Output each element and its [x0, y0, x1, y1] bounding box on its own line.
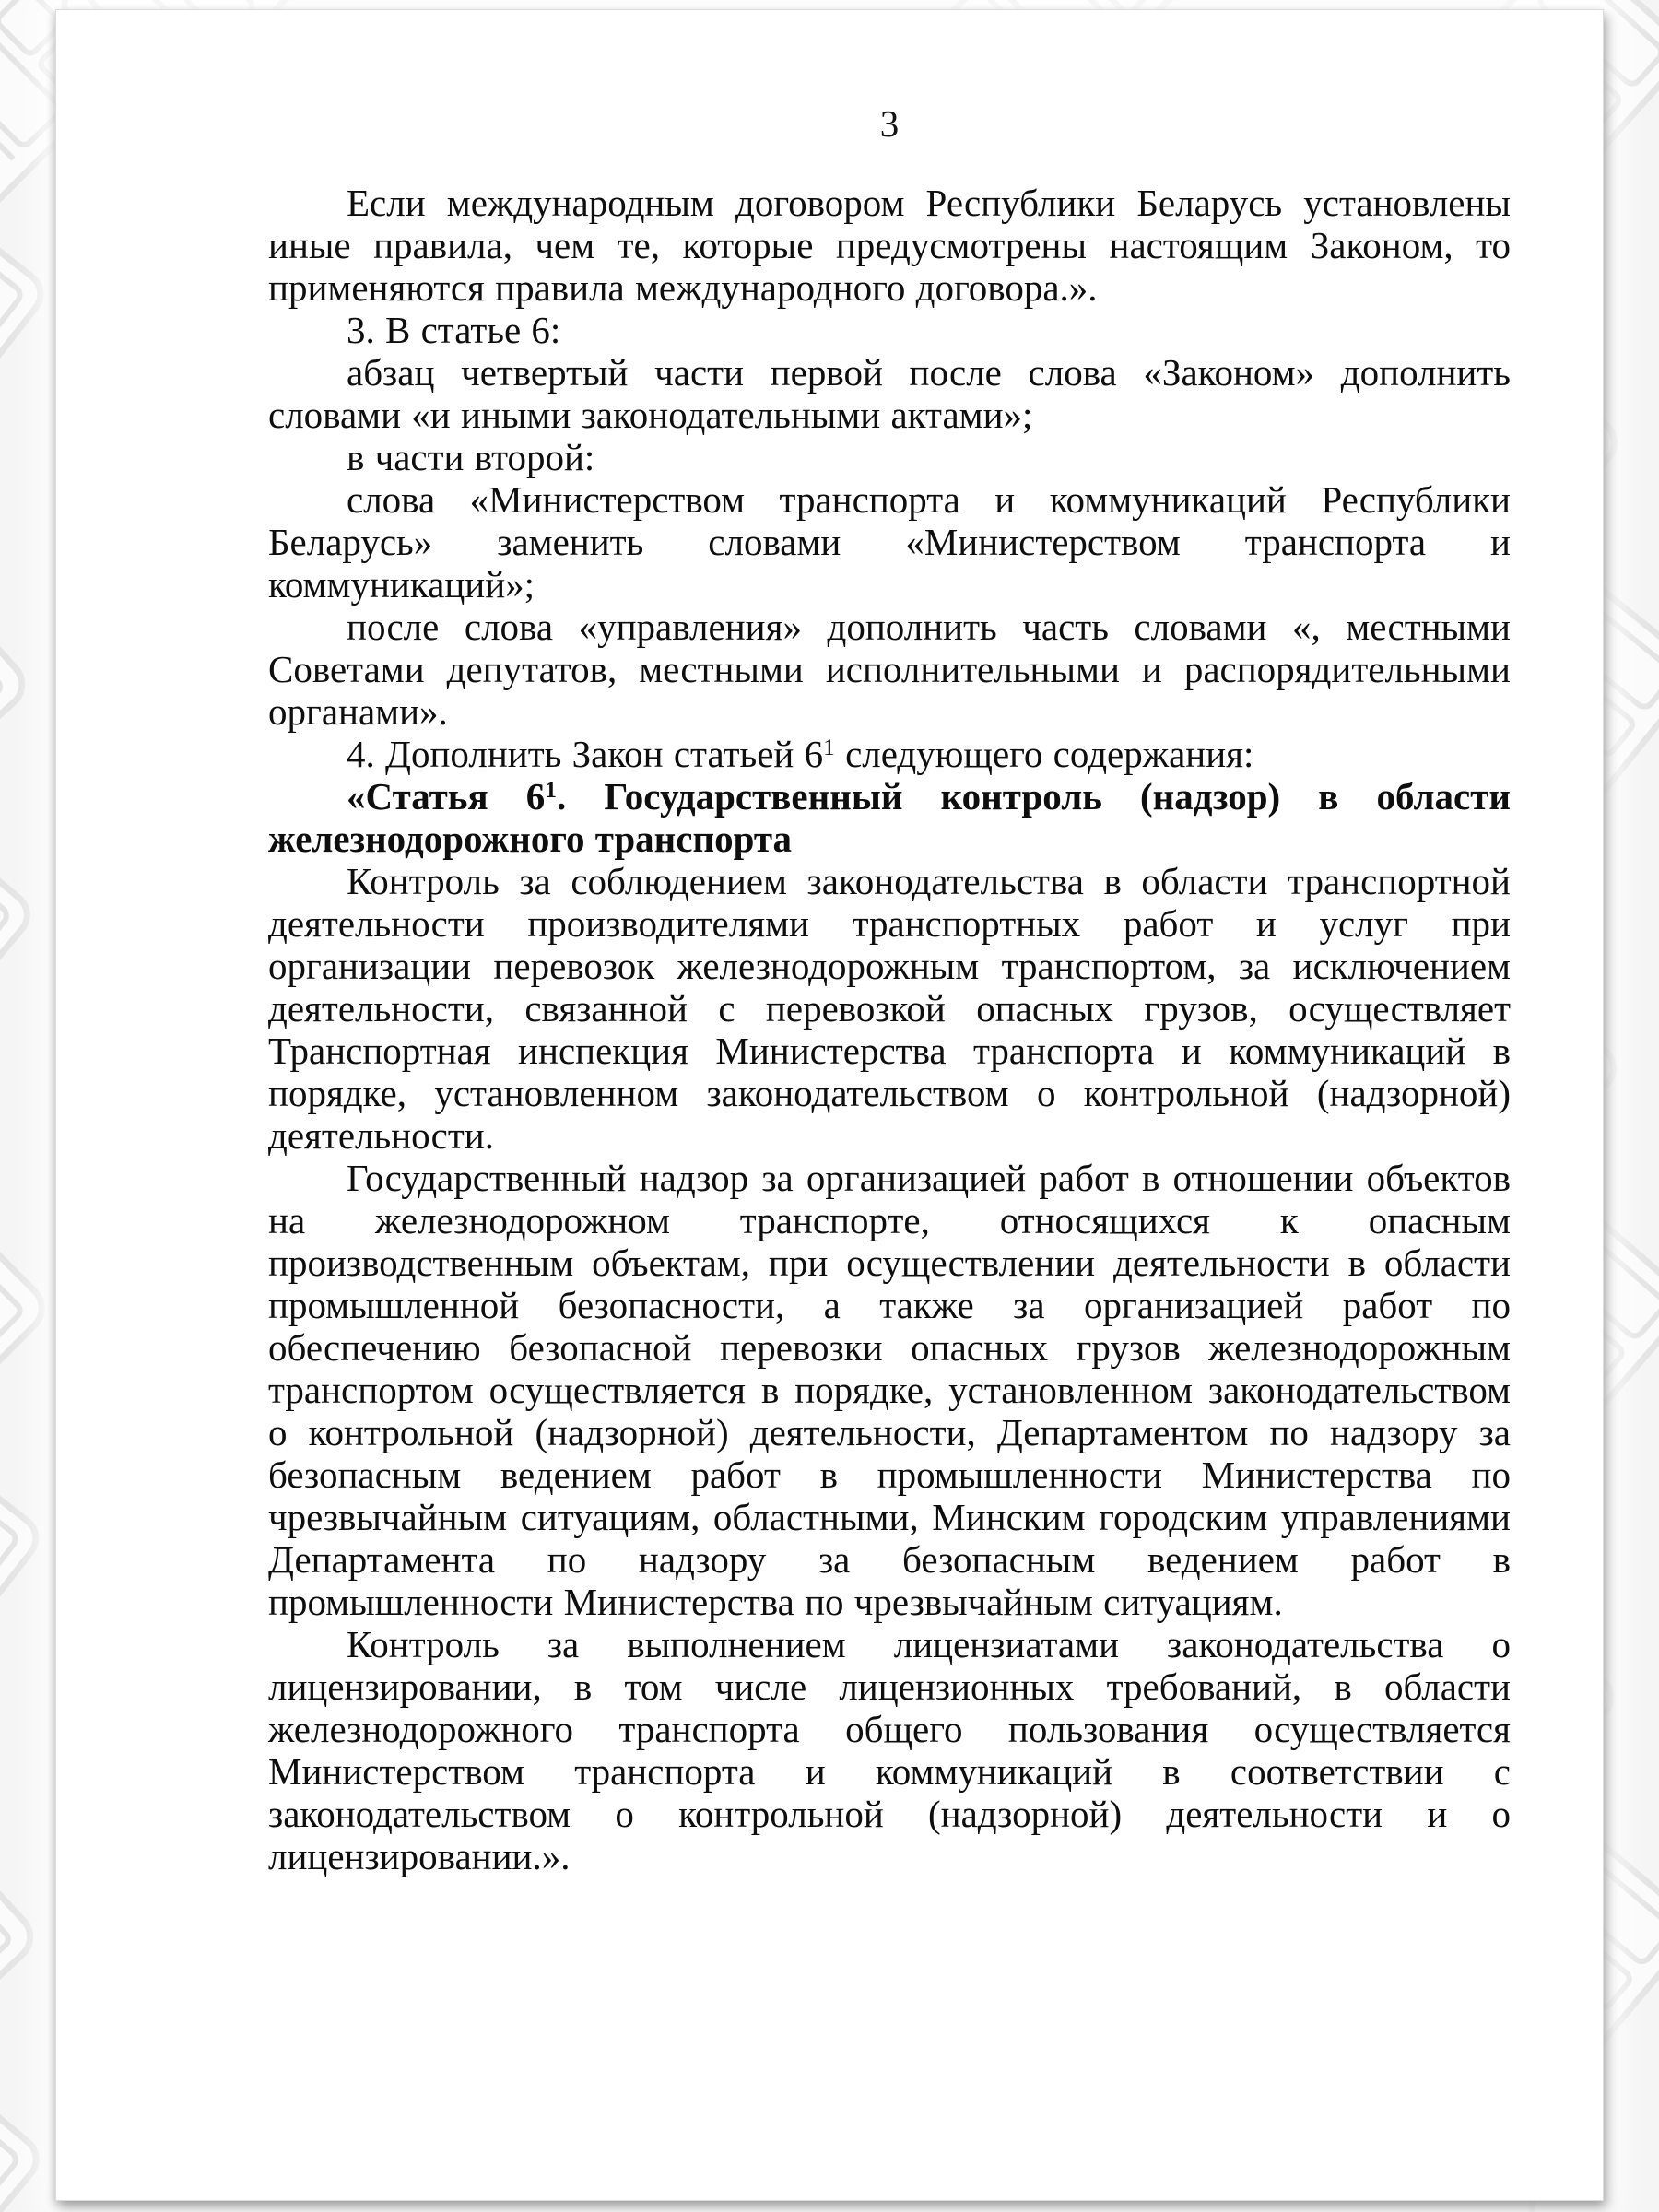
- paragraph: абзац четвертый части первой после слова «Законом» дополнить словами «и иными законодательными актами»;: [268, 351, 1511, 436]
- paragraph: Государственный надзор за организацией работ в отношении объектов на железнодорожном транспорте, относящихся к опасным производственным объектам, при осуществлении деятельности в области промышленной безопасности, а также за организацией работ по обеспечению безопасной перевозки опасных грузов железнодорожным транспортом осуществляется в порядке, установленном законодательством о контрольной (надзорной) деятельности, Департаментом по надзору за безопасным ведением работ в промышленности Министерства по чрезвычайным ситуациям, областными, Минским городским управлениями Департамента по надзору за безопасным ведением работ в промышленности Министерства по чрезвычайным ситуациям.: [268, 1157, 1511, 1623]
- page-number: 3: [879, 102, 900, 145]
- paragraph: после слова «управления» дополнить часть словами «, местными Советами депутатов, местными исполнительными и распорядительными органами».: [268, 606, 1511, 733]
- watermark-vehicle-icon: [0, 2050, 45, 2212]
- paragraph: слова «Министерством транспорта и коммуникаций Республики Беларусь» заменить словами «Министерством транспорта и коммуникаций»;: [268, 478, 1511, 606]
- document-page: [55, 9, 1604, 2201]
- paragraph: в части второй:: [347, 436, 595, 478]
- paragraph: Если международным договором Республики Беларусь установлены иные правила, чем те, которые предусмотрены настоящим Законом, то применяются правила международного договора.».: [268, 182, 1511, 309]
- paragraph: «Статья $6^1$. Государственный контроль (надзор) в области железнодорожного транспорта: [268, 775, 1511, 860]
- document-body: [268, 182, 1511, 1877]
- watermark-vehicle-icon: [0, 1432, 45, 1752]
- paragraph: 4. Дополнить Закон статьей $6^1$ следующего содержания:: [347, 733, 1254, 775]
- watermark-vehicle-icon: [0, 188, 50, 508]
- paragraph: 3. В статье 6:: [347, 309, 561, 351]
- paragraph: Контроль за соблюдением законодательства в области транспортной деятельности производителями транспортных работ и услуг при организации перевозок железнодорожным транспортом, за исключением деятельности, связанной с перевозкой опасных грузов, осуществляет Транспортная инспекция Министерства транспорта и коммуникаций в порядке, установленном законодательством о контрольной (надзорной) деятельности.: [268, 860, 1511, 1157]
- paragraph: Контроль за выполнением лицензиатами законодательства о лицензировании, в том числе лицензионных требований, в области железнодорожного транспорта общего пользования осуществляется Министерством транспорта и коммуникаций в соответствии с законодательством о контрольной (надзорной) деятельности и о лицензировании.».: [268, 1623, 1511, 1877]
- watermark-vehicle-icon: [0, 806, 36, 1124]
